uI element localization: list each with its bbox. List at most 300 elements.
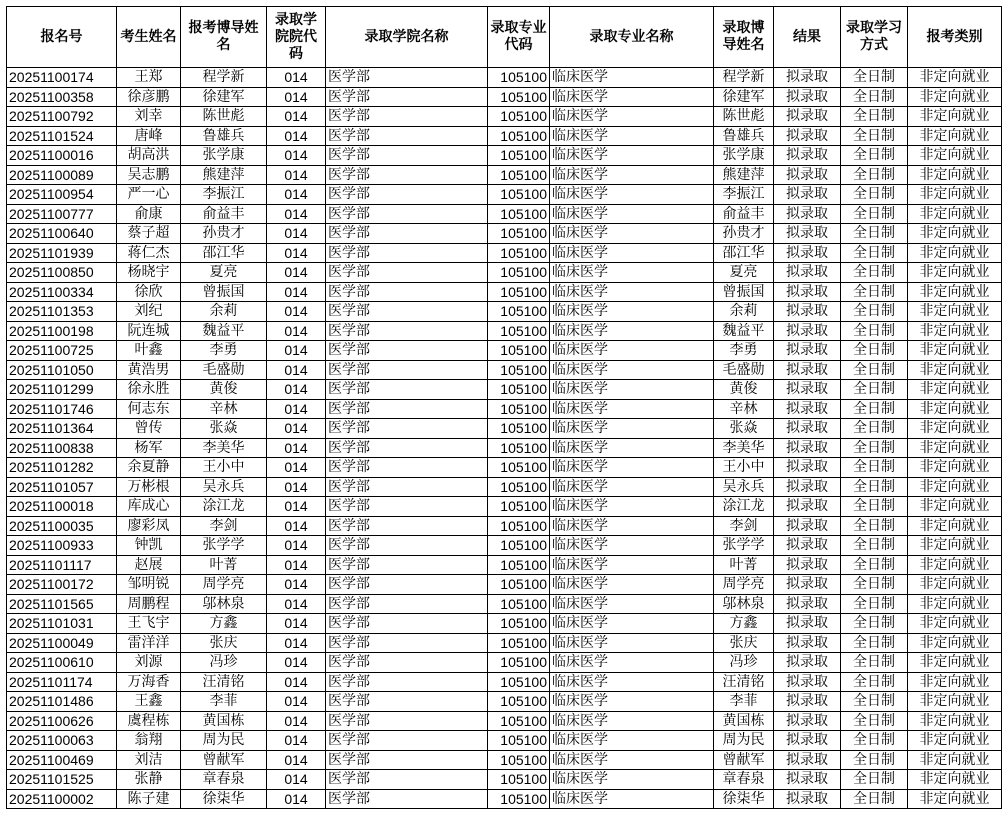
college-code-cell: 014: [267, 224, 326, 244]
header-major-code: 录取专业代码: [488, 7, 550, 68]
college-name-cell: 医学部: [326, 555, 488, 575]
applied-supervisor-cell: 吴永兵: [181, 477, 267, 497]
table-row: [7, 672, 1002, 692]
table-row: [7, 575, 1002, 595]
college-code-cell: 014: [267, 555, 326, 575]
study-mode-cell: 全日制: [841, 224, 908, 244]
table-row: [7, 711, 1002, 731]
college-name-cell: 医学部: [326, 770, 488, 790]
registration-number-cell: 20251101050: [7, 360, 117, 380]
candidate-name-cell: 钟凯: [117, 536, 181, 556]
result-cell: 拟录取: [774, 458, 841, 478]
college-code-cell: 014: [267, 185, 326, 205]
candidate-name-cell: 周鹏程: [117, 594, 181, 614]
applied-supervisor-cell: 邵江华: [181, 243, 267, 263]
major-name-cell: 临床医学: [550, 458, 714, 478]
table-row: [7, 653, 1002, 673]
applied-supervisor-cell: 熊建萍: [181, 165, 267, 185]
registration-number-cell: 20251100063: [7, 731, 117, 751]
major-code-cell: 105100: [488, 653, 550, 673]
application-type-cell: 非定向就业: [908, 419, 1002, 439]
college-name-cell: 医学部: [326, 341, 488, 361]
applied-supervisor-cell: 张焱: [181, 419, 267, 439]
header-college-name: 录取学院名称: [326, 7, 488, 68]
result-cell: 拟录取: [774, 692, 841, 712]
result-cell: 拟录取: [774, 263, 841, 283]
college-name-cell: 医学部: [326, 692, 488, 712]
applied-supervisor-cell: 叶菁: [181, 555, 267, 575]
study-mode-cell: 全日制: [841, 419, 908, 439]
candidate-name-cell: 雷洋洋: [117, 633, 181, 653]
result-cell: 拟录取: [774, 185, 841, 205]
application-type-cell: 非定向就业: [908, 711, 1002, 731]
applied-supervisor-cell: 邬林泉: [181, 594, 267, 614]
applied-supervisor-cell: 徐柒华: [181, 789, 267, 809]
candidate-name-cell: 俞康: [117, 204, 181, 224]
result-cell: 拟录取: [774, 399, 841, 419]
college-name-cell: 医学部: [326, 497, 488, 517]
major-code-cell: 105100: [488, 770, 550, 790]
candidate-name-cell: 邹明锐: [117, 575, 181, 595]
candidate-name-cell: 叶鑫: [117, 341, 181, 361]
study-mode-cell: 全日制: [841, 575, 908, 595]
registration-number-cell: 20251100334: [7, 282, 117, 302]
major-code-cell: 105100: [488, 321, 550, 341]
applied-supervisor-cell: 余莉: [181, 302, 267, 322]
applied-supervisor-cell: 毛盛勋: [181, 360, 267, 380]
applied-supervisor-cell: 魏益平: [181, 321, 267, 341]
applied-supervisor-cell: 徐建军: [181, 87, 267, 107]
college-code-cell: 014: [267, 87, 326, 107]
college-name-cell: 医学部: [326, 107, 488, 127]
applied-supervisor-cell: 孙贵才: [181, 224, 267, 244]
admitted-supervisor-cell: 方鑫: [714, 614, 774, 634]
college-name-cell: 医学部: [326, 204, 488, 224]
header-applied-supervisor: 报考博导姓名: [181, 7, 267, 68]
applied-supervisor-cell: 李菲: [181, 692, 267, 712]
registration-number-cell: 20251100850: [7, 263, 117, 283]
major-code-cell: 105100: [488, 692, 550, 712]
result-cell: 拟录取: [774, 711, 841, 731]
study-mode-cell: 全日制: [841, 633, 908, 653]
application-type-cell: 非定向就业: [908, 594, 1002, 614]
table-row: [7, 360, 1002, 380]
major-code-cell: 105100: [488, 750, 550, 770]
college-name-cell: 医学部: [326, 302, 488, 322]
table-row: [7, 126, 1002, 146]
college-name-cell: 医学部: [326, 419, 488, 439]
result-cell: 拟录取: [774, 789, 841, 809]
applied-supervisor-cell: 冯珍: [181, 653, 267, 673]
major-name-cell: 临床医学: [550, 360, 714, 380]
study-mode-cell: 全日制: [841, 438, 908, 458]
major-name-cell: 临床医学: [550, 107, 714, 127]
header-major-name: 录取专业名称: [550, 7, 714, 68]
application-type-cell: 非定向就业: [908, 126, 1002, 146]
college-code-cell: 014: [267, 419, 326, 439]
college-name-cell: 医学部: [326, 146, 488, 166]
table-row: [7, 380, 1002, 400]
candidate-name-cell: 库成心: [117, 497, 181, 517]
applied-supervisor-cell: 陈世彪: [181, 107, 267, 127]
application-type-cell: 非定向就业: [908, 438, 1002, 458]
college-name-cell: 医学部: [326, 399, 488, 419]
table-row: [7, 633, 1002, 653]
major-code-cell: 105100: [488, 789, 550, 809]
table-row: [7, 282, 1002, 302]
result-cell: 拟录取: [774, 243, 841, 263]
college-name-cell: 医学部: [326, 633, 488, 653]
college-code-cell: 014: [267, 477, 326, 497]
major-name-cell: 临床医学: [550, 341, 714, 361]
major-code-cell: 105100: [488, 185, 550, 205]
table-row: [7, 224, 1002, 244]
candidate-name-cell: 赵展: [117, 555, 181, 575]
application-type-cell: 非定向就业: [908, 555, 1002, 575]
major-name-cell: 临床医学: [550, 594, 714, 614]
table-row: [7, 731, 1002, 751]
major-name-cell: 临床医学: [550, 575, 714, 595]
result-cell: 拟录取: [774, 555, 841, 575]
applied-supervisor-cell: 夏亮: [181, 263, 267, 283]
major-code-cell: 105100: [488, 438, 550, 458]
applied-supervisor-cell: 黄俊: [181, 380, 267, 400]
study-mode-cell: 全日制: [841, 477, 908, 497]
application-type-cell: 非定向就业: [908, 302, 1002, 322]
college-code-cell: 014: [267, 789, 326, 809]
major-code-cell: 105100: [488, 594, 550, 614]
application-type-cell: 非定向就业: [908, 380, 1002, 400]
major-name-cell: 临床医学: [550, 536, 714, 556]
table-row: [7, 302, 1002, 322]
study-mode-cell: 全日制: [841, 107, 908, 127]
registration-number-cell: 20251100172: [7, 575, 117, 595]
table-row: [7, 399, 1002, 419]
result-cell: 拟录取: [774, 126, 841, 146]
major-name-cell: 临床医学: [550, 224, 714, 244]
major-name-cell: 临床医学: [550, 263, 714, 283]
college-name-cell: 医学部: [326, 380, 488, 400]
study-mode-cell: 全日制: [841, 594, 908, 614]
study-mode-cell: 全日制: [841, 750, 908, 770]
college-code-cell: 014: [267, 575, 326, 595]
registration-number-cell: 20251101031: [7, 614, 117, 634]
study-mode-cell: 全日制: [841, 789, 908, 809]
table-row: [7, 458, 1002, 478]
college-code-cell: 014: [267, 399, 326, 419]
admitted-supervisor-cell: 邵江华: [714, 243, 774, 263]
applied-supervisor-cell: 张庆: [181, 633, 267, 653]
application-type-cell: 非定向就业: [908, 204, 1002, 224]
admitted-supervisor-cell: 李剑: [714, 516, 774, 536]
major-name-cell: 临床医学: [550, 302, 714, 322]
major-code-cell: 105100: [488, 380, 550, 400]
result-cell: 拟录取: [774, 594, 841, 614]
applied-supervisor-cell: 程学新: [181, 68, 267, 88]
registration-number-cell: 20251101299: [7, 380, 117, 400]
study-mode-cell: 全日制: [841, 711, 908, 731]
result-cell: 拟录取: [774, 438, 841, 458]
applied-supervisor-cell: 李剑: [181, 516, 267, 536]
registration-number-cell: 20251100933: [7, 536, 117, 556]
major-code-cell: 105100: [488, 497, 550, 517]
college-name-cell: 医学部: [326, 789, 488, 809]
candidate-name-cell: 胡高洪: [117, 146, 181, 166]
major-name-cell: 临床医学: [550, 87, 714, 107]
admitted-supervisor-cell: 张学康: [714, 146, 774, 166]
application-type-cell: 非定向就业: [908, 477, 1002, 497]
application-type-cell: 非定向就业: [908, 575, 1002, 595]
major-code-cell: 105100: [488, 146, 550, 166]
candidate-name-cell: 吴志鹏: [117, 165, 181, 185]
college-code-cell: 014: [267, 165, 326, 185]
table-row: [7, 87, 1002, 107]
candidate-name-cell: 万彬根: [117, 477, 181, 497]
applied-supervisor-cell: 方鑫: [181, 614, 267, 634]
major-code-cell: 105100: [488, 672, 550, 692]
college-name-cell: 医学部: [326, 672, 488, 692]
study-mode-cell: 全日制: [841, 770, 908, 790]
candidate-name-cell: 唐峰: [117, 126, 181, 146]
college-code-cell: 014: [267, 672, 326, 692]
application-type-cell: 非定向就业: [908, 692, 1002, 712]
college-name-cell: 医学部: [326, 282, 488, 302]
major-code-cell: 105100: [488, 282, 550, 302]
registration-number-cell: 20251100049: [7, 633, 117, 653]
study-mode-cell: 全日制: [841, 204, 908, 224]
registration-number-cell: 20251100198: [7, 321, 117, 341]
table-row: [7, 321, 1002, 341]
application-type-cell: 非定向就业: [908, 68, 1002, 88]
admitted-supervisor-cell: 魏益平: [714, 321, 774, 341]
registration-number-cell: 20251100838: [7, 438, 117, 458]
application-type-cell: 非定向就业: [908, 672, 1002, 692]
header-study-mode: 录取学习方式: [841, 7, 908, 68]
application-type-cell: 非定向就业: [908, 458, 1002, 478]
result-cell: 拟录取: [774, 302, 841, 322]
major-name-cell: 临床医学: [550, 497, 714, 517]
result-cell: 拟录取: [774, 536, 841, 556]
result-cell: 拟录取: [774, 146, 841, 166]
applied-supervisor-cell: 李振江: [181, 185, 267, 205]
table-row: [7, 165, 1002, 185]
candidate-name-cell: 徐欣: [117, 282, 181, 302]
college-code-cell: 014: [267, 438, 326, 458]
major-code-cell: 105100: [488, 107, 550, 127]
study-mode-cell: 全日制: [841, 614, 908, 634]
table-row: [7, 614, 1002, 634]
college-name-cell: 医学部: [326, 165, 488, 185]
table-row: [7, 750, 1002, 770]
admitted-supervisor-cell: 毛盛勋: [714, 360, 774, 380]
table-row: [7, 770, 1002, 790]
result-cell: 拟录取: [774, 380, 841, 400]
major-code-cell: 105100: [488, 224, 550, 244]
candidate-name-cell: 严一心: [117, 185, 181, 205]
registration-number-cell: 20251100089: [7, 165, 117, 185]
study-mode-cell: 全日制: [841, 321, 908, 341]
major-name-cell: 临床医学: [550, 438, 714, 458]
application-type-cell: 非定向就业: [908, 750, 1002, 770]
study-mode-cell: 全日制: [841, 243, 908, 263]
college-name-cell: 医学部: [326, 711, 488, 731]
result-cell: 拟录取: [774, 165, 841, 185]
table-row: [7, 497, 1002, 517]
registration-number-cell: 20251101174: [7, 672, 117, 692]
major-code-cell: 105100: [488, 204, 550, 224]
major-name-cell: 临床医学: [550, 126, 714, 146]
college-code-cell: 014: [267, 146, 326, 166]
college-name-cell: 医学部: [326, 87, 488, 107]
college-name-cell: 医学部: [326, 224, 488, 244]
admitted-supervisor-cell: 张庆: [714, 633, 774, 653]
candidate-name-cell: 余夏静: [117, 458, 181, 478]
major-name-cell: 临床医学: [550, 321, 714, 341]
college-name-cell: 医学部: [326, 614, 488, 634]
major-name-cell: 临床医学: [550, 68, 714, 88]
registration-number-cell: 20251100640: [7, 224, 117, 244]
admitted-supervisor-cell: 俞益丰: [714, 204, 774, 224]
major-code-cell: 105100: [488, 360, 550, 380]
registration-number-cell: 20251100725: [7, 341, 117, 361]
college-code-cell: 014: [267, 711, 326, 731]
table-row: [7, 594, 1002, 614]
header-result: 结果: [774, 7, 841, 68]
admission-table: [6, 6, 1002, 809]
college-name-cell: 医学部: [326, 321, 488, 341]
candidate-name-cell: 廖彩凤: [117, 516, 181, 536]
college-code-cell: 014: [267, 243, 326, 263]
major-code-cell: 105100: [488, 633, 550, 653]
admitted-supervisor-cell: 邬林泉: [714, 594, 774, 614]
study-mode-cell: 全日制: [841, 282, 908, 302]
major-name-cell: 临床医学: [550, 653, 714, 673]
applied-supervisor-cell: 汪清铭: [181, 672, 267, 692]
college-name-cell: 医学部: [326, 731, 488, 751]
candidate-name-cell: 曾传: [117, 419, 181, 439]
registration-number-cell: 20251100002: [7, 789, 117, 809]
table-row: [7, 263, 1002, 283]
result-cell: 拟录取: [774, 731, 841, 751]
application-type-cell: 非定向就业: [908, 87, 1002, 107]
application-type-cell: 非定向就业: [908, 789, 1002, 809]
college-code-cell: 014: [267, 458, 326, 478]
college-code-cell: 014: [267, 107, 326, 127]
registration-number-cell: 20251101525: [7, 770, 117, 790]
candidate-name-cell: 徐永胜: [117, 380, 181, 400]
study-mode-cell: 全日制: [841, 126, 908, 146]
registration-number-cell: 20251100016: [7, 146, 117, 166]
study-mode-cell: 全日制: [841, 458, 908, 478]
header-row: [7, 7, 1002, 68]
applied-supervisor-cell: 涂江龙: [181, 497, 267, 517]
major-name-cell: 临床医学: [550, 555, 714, 575]
admitted-supervisor-cell: 辛林: [714, 399, 774, 419]
college-name-cell: 医学部: [326, 575, 488, 595]
study-mode-cell: 全日制: [841, 536, 908, 556]
candidate-name-cell: 蒋仁杰: [117, 243, 181, 263]
study-mode-cell: 全日制: [841, 263, 908, 283]
college-code-cell: 014: [267, 282, 326, 302]
result-cell: 拟录取: [774, 107, 841, 127]
table-row: [7, 243, 1002, 263]
admitted-supervisor-cell: 夏亮: [714, 263, 774, 283]
application-type-cell: 非定向就业: [908, 360, 1002, 380]
table-row: [7, 146, 1002, 166]
table-row: [7, 68, 1002, 88]
college-name-cell: 医学部: [326, 243, 488, 263]
candidate-name-cell: 翁翔: [117, 731, 181, 751]
table-row: [7, 555, 1002, 575]
college-name-cell: 医学部: [326, 263, 488, 283]
study-mode-cell: 全日制: [841, 555, 908, 575]
major-code-cell: 105100: [488, 516, 550, 536]
application-type-cell: 非定向就业: [908, 399, 1002, 419]
major-name-cell: 临床医学: [550, 477, 714, 497]
registration-number-cell: 20251101524: [7, 126, 117, 146]
admitted-supervisor-cell: 王小中: [714, 458, 774, 478]
applied-supervisor-cell: 张学康: [181, 146, 267, 166]
applied-supervisor-cell: 周为民: [181, 731, 267, 751]
admitted-supervisor-cell: 徐柒华: [714, 789, 774, 809]
study-mode-cell: 全日制: [841, 653, 908, 673]
major-name-cell: 临床医学: [550, 711, 714, 731]
applied-supervisor-cell: 李美华: [181, 438, 267, 458]
major-code-cell: 105100: [488, 419, 550, 439]
study-mode-cell: 全日制: [841, 516, 908, 536]
result-cell: 拟录取: [774, 360, 841, 380]
college-code-cell: 014: [267, 341, 326, 361]
candidate-name-cell: 杨晓宇: [117, 263, 181, 283]
registration-number-cell: 20251100792: [7, 107, 117, 127]
admitted-supervisor-cell: 章春泉: [714, 770, 774, 790]
table-row: [7, 477, 1002, 497]
applied-supervisor-cell: 章春泉: [181, 770, 267, 790]
admitted-supervisor-cell: 李勇: [714, 341, 774, 361]
college-code-cell: 014: [267, 653, 326, 673]
college-name-cell: 医学部: [326, 68, 488, 88]
result-cell: 拟录取: [774, 770, 841, 790]
application-type-cell: 非定向就业: [908, 653, 1002, 673]
college-name-cell: 医学部: [326, 477, 488, 497]
result-cell: 拟录取: [774, 341, 841, 361]
college-code-cell: 014: [267, 633, 326, 653]
registration-number-cell: 20251101486: [7, 692, 117, 712]
result-cell: 拟录取: [774, 87, 841, 107]
application-type-cell: 非定向就业: [908, 341, 1002, 361]
college-code-cell: 014: [267, 321, 326, 341]
table-row: [7, 341, 1002, 361]
application-type-cell: 非定向就业: [908, 282, 1002, 302]
application-type-cell: 非定向就业: [908, 633, 1002, 653]
candidate-name-cell: 陈子建: [117, 789, 181, 809]
registration-number-cell: 20251100626: [7, 711, 117, 731]
college-code-cell: 014: [267, 614, 326, 634]
candidate-name-cell: 王鑫: [117, 692, 181, 712]
admitted-supervisor-cell: 黄国栋: [714, 711, 774, 731]
result-cell: 拟录取: [774, 204, 841, 224]
admitted-supervisor-cell: 李菲: [714, 692, 774, 712]
admitted-supervisor-cell: 李振江: [714, 185, 774, 205]
candidate-name-cell: 徐彦鹏: [117, 87, 181, 107]
admitted-supervisor-cell: 黄俊: [714, 380, 774, 400]
major-code-cell: 105100: [488, 126, 550, 146]
admitted-supervisor-cell: 孙贵才: [714, 224, 774, 244]
admitted-supervisor-cell: 张焱: [714, 419, 774, 439]
applied-supervisor-cell: 辛林: [181, 399, 267, 419]
candidate-name-cell: 万海香: [117, 672, 181, 692]
registration-number-cell: 20251101282: [7, 458, 117, 478]
